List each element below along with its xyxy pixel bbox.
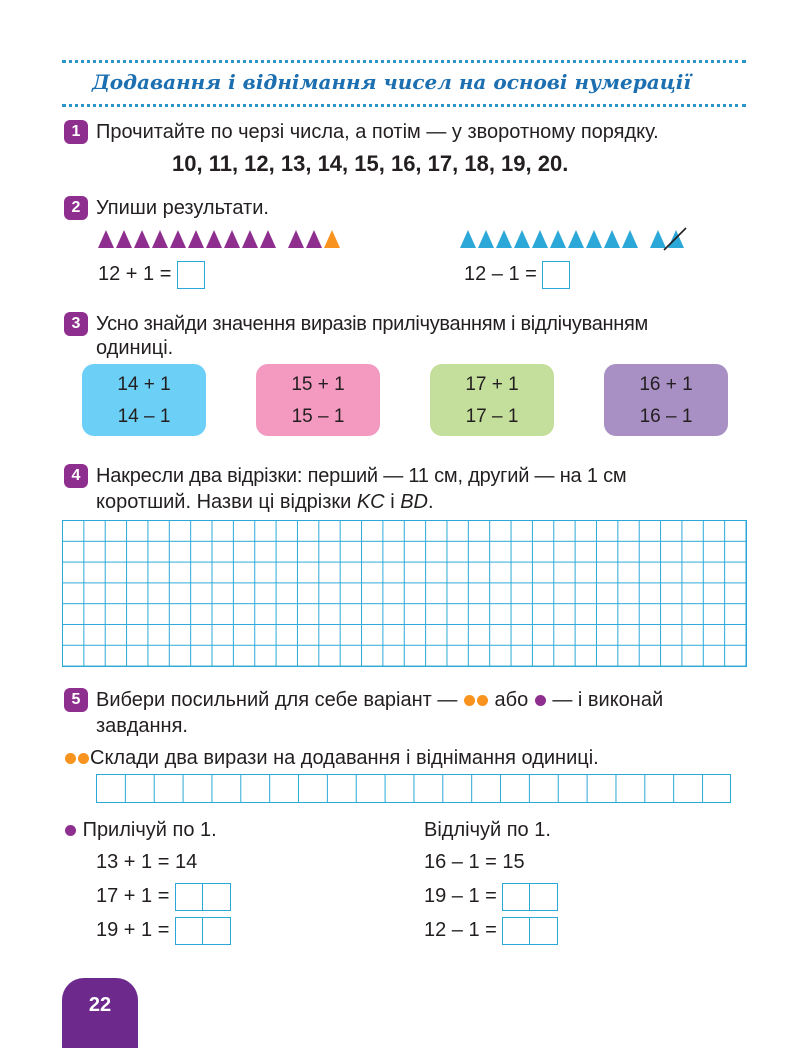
task4-line2: коротший. Назви ці відрізки KC і BD. <box>96 491 434 513</box>
answer-cells[interactable] <box>175 883 231 911</box>
task4-line1: Накресли два відрізки: перший — 11 см, другий — на 1 см <box>96 465 627 487</box>
drawing-grid[interactable] <box>62 520 747 667</box>
strike-icon <box>660 226 690 252</box>
task3-line1: Усно знайди значення виразів прилічуванням і відлічуванням <box>96 313 649 335</box>
expression-card: 17 + 1 17 – 1 <box>430 364 554 436</box>
answer-cells[interactable] <box>502 883 558 911</box>
task2-right-expr: 12 – 1 = <box>464 263 537 285</box>
count-down-row: 16 – 1 = 15 <box>424 851 525 873</box>
task5-line2: завдання. <box>96 715 188 737</box>
count-down-row: 19 – 1 = <box>424 882 558 911</box>
answer-box[interactable] <box>542 261 570 289</box>
expression-card: 15 + 1 15 – 1 <box>256 364 380 436</box>
count-up-row: 17 + 1 = <box>96 882 231 911</box>
task1-text: Прочитайте по черзі числа, а потім — у зворотному порядку. <box>96 121 659 143</box>
two-dot-icon <box>464 695 475 706</box>
count-up-row: 13 + 1 = 14 <box>96 851 198 873</box>
task-number-5: 5 <box>64 688 88 712</box>
count-down-row: 12 – 1 = <box>424 916 558 945</box>
expression-cells[interactable] <box>96 774 731 803</box>
task-number-3: 3 <box>64 312 88 336</box>
top-dotted-rule <box>62 60 746 63</box>
one-dot-icon <box>535 695 546 706</box>
task2-left <box>98 260 205 289</box>
task5-line1: Вибери посильний для себе варіант — або — і виконай <box>96 689 664 711</box>
answer-cells[interactable] <box>502 917 558 945</box>
one-dot-icon <box>65 825 76 836</box>
expression-card: 14 + 1 14 – 1 <box>82 364 206 436</box>
task2-right <box>464 260 570 289</box>
count-up-row: 19 + 1 = <box>96 916 231 945</box>
task2-text: Упиши результати. <box>96 197 269 219</box>
task-number-1: 1 <box>64 120 88 144</box>
task2-left-expr: 12 + 1 = <box>98 263 172 285</box>
task1-numbers: 10, 11, 12, 13, 14, 15, 16, 17, 18, 19, 20. <box>172 151 569 176</box>
purple-triangles-row <box>98 230 342 253</box>
task-number-2: 2 <box>64 196 88 220</box>
answer-box[interactable] <box>177 261 205 289</box>
heading-dotted-rule <box>62 104 746 107</box>
blue-triangles-row <box>460 230 686 253</box>
count-down-title: Відлічуй по 1. <box>424 819 551 841</box>
page-number: 22 <box>62 978 138 1048</box>
two-dot-task: Склади два вирази на додавання і віднімання одиниці. <box>64 744 599 772</box>
answer-cells[interactable] <box>175 917 231 945</box>
expression-card: 16 + 1 16 – 1 <box>604 364 728 436</box>
section-heading: Додавання і віднімання чисел на основі нумерації <box>92 70 691 94</box>
task-number-4: 4 <box>64 464 88 488</box>
count-up-title: Прилічуй по 1. <box>64 816 217 844</box>
task3-line2: одиниці. <box>96 337 174 359</box>
two-dot-icon <box>65 753 76 764</box>
